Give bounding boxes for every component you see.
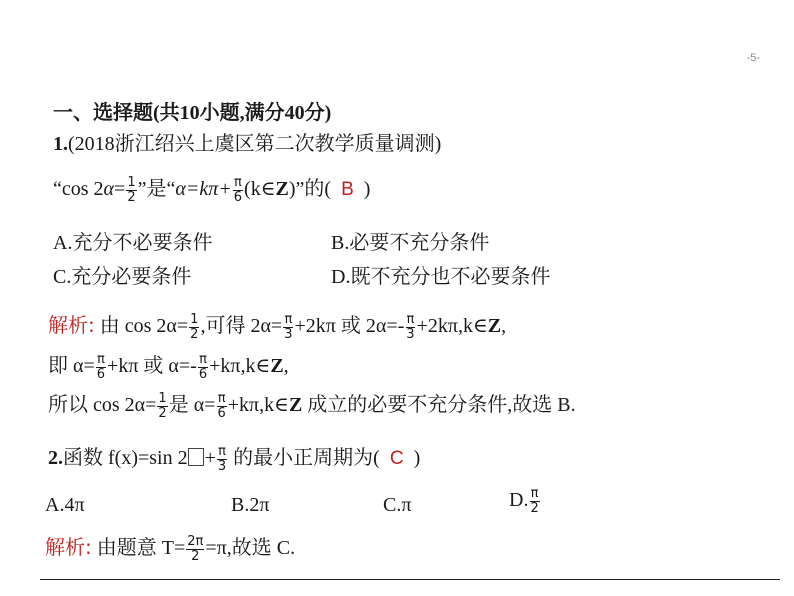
q1-stem bbox=[53, 175, 370, 205]
q1-title bbox=[53, 130, 441, 158]
q1-option-b: B.必要不充分条件 bbox=[331, 232, 490, 254]
fraction: $\frac{\pi}{2}$ bbox=[530, 485, 539, 516]
fraction: $\frac{\pi}{6}$ bbox=[198, 351, 208, 382]
q1-stem-part: “cos 2 bbox=[53, 178, 104, 200]
q1-alpha: α bbox=[103, 178, 115, 200]
fraction: $\frac{\pi}{3}$ bbox=[284, 311, 293, 342]
q1-eq: = bbox=[114, 178, 126, 200]
q2-stem: 2.函数 f(x)=sin 2 + $\frac{\pi}{3}$ 的最小正周期为( C ) bbox=[48, 443, 421, 474]
q2-number: 2. bbox=[48, 447, 63, 469]
placeholder-box-icon bbox=[188, 448, 204, 466]
q2-option-b: B.2π bbox=[231, 494, 270, 516]
q1-option-a: A.充分不必要条件 bbox=[53, 232, 213, 254]
q1-option-c: C.充分必要条件 bbox=[53, 266, 192, 288]
fraction: $\frac{1}{2}$ bbox=[190, 311, 199, 342]
q1-number: 1. bbox=[53, 133, 68, 155]
fraction: $\frac{\pi}{6}$ bbox=[96, 351, 106, 382]
q1-analysis-line-2: 即 α= $\frac{\pi}{6}$ +kπ 或 α=- $\frac{\pi}{6}$ +kπ,k∈Z, bbox=[48, 351, 289, 382]
q2-option-a: A.4π bbox=[45, 494, 85, 516]
q2-analysis-label: 解析: bbox=[45, 535, 92, 559]
q1-fraction-half: $\frac{1}{2}$ bbox=[127, 174, 136, 205]
fraction: $\frac{\pi}{3}$ bbox=[217, 443, 227, 474]
q1-stem-part: )”的( bbox=[288, 178, 332, 200]
bottom-divider bbox=[40, 579, 780, 580]
q2-analysis: 解析: 由题意 T= $\frac{2\pi}{2}$ =π,故选 C. bbox=[45, 533, 296, 564]
q1-analysis-line-1: 解析: 由 cos 2α= $\frac{1}{2}$ ,可得 2α= $\frac{\pi}{3}$ +2kπ 或 2α=- $\frac{\pi}{3}$ +2kπ,k∈Z, bbox=[48, 311, 507, 342]
q2-option-c: C.π bbox=[383, 494, 412, 516]
q1-source: (2018浙江绍兴上虞区第二次教学质量调测) bbox=[68, 133, 442, 155]
q2-option-d: D. $\frac{\pi}{2}$ bbox=[509, 485, 539, 516]
q1-stem-part: (k∈ bbox=[244, 178, 276, 200]
page-number: -5- bbox=[746, 52, 760, 64]
fraction: $\frac{1}{2}$ bbox=[158, 390, 167, 421]
fraction: $\frac{2\pi}{2}$ bbox=[187, 533, 204, 564]
q1-stem-part: ”是“ bbox=[137, 178, 176, 200]
q1-stem-math: α=kπ+ bbox=[175, 178, 232, 200]
fraction: $\frac{\pi}{3}$ bbox=[406, 311, 415, 342]
q1-close-paren: ) bbox=[363, 178, 371, 200]
q1-analysis-line-3: 所以 cos 2α= $\frac{1}{2}$ 是 α= $\frac{\pi}{6}$ +kπ,k∈Z 成立的必要不充分条件,故选 B. bbox=[48, 390, 576, 421]
q1-answer: B bbox=[341, 179, 354, 200]
q1-set-z: Z bbox=[275, 178, 289, 200]
q1-analysis-label: 解析: bbox=[48, 313, 95, 337]
q1-fraction-pi6: $\frac{\pi}{6}$ bbox=[233, 174, 243, 205]
q1-option-d: D.既不充分也不必要条件 bbox=[331, 266, 551, 288]
q2-answer: C bbox=[389, 448, 404, 469]
section-header: 一、选择题(共10小题,满分40分) bbox=[53, 102, 332, 124]
fraction: $\frac{\pi}{6}$ bbox=[217, 390, 226, 421]
